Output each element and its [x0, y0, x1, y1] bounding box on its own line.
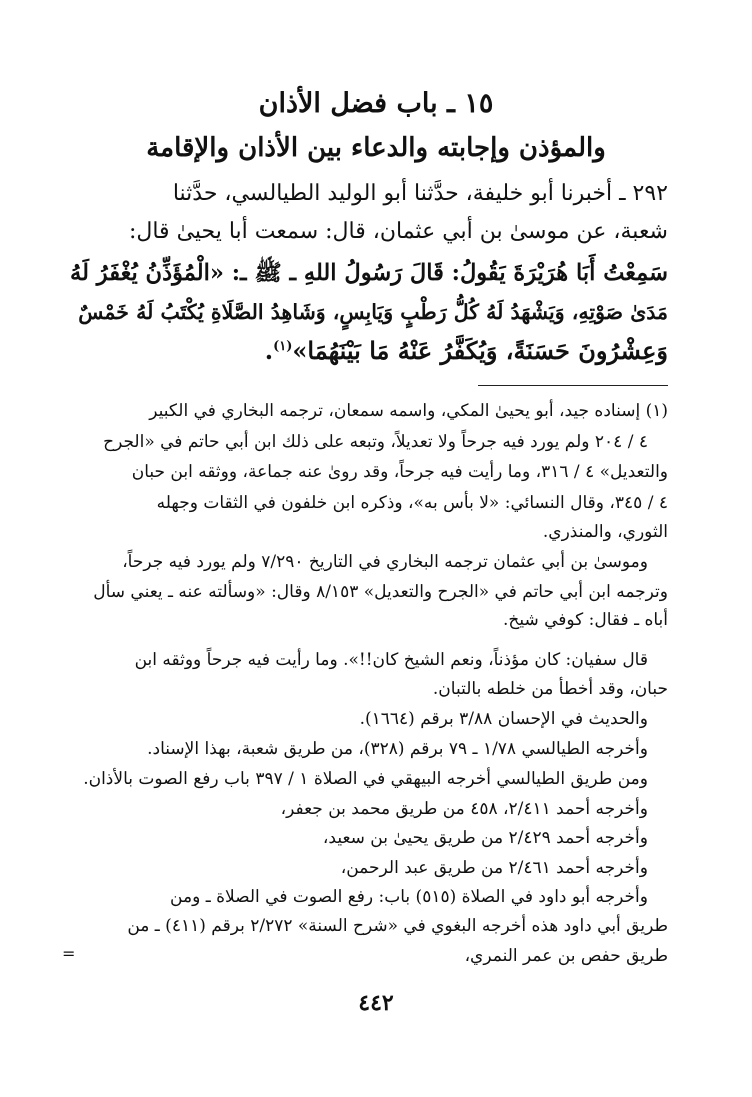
chapter-title: ١٥ ـ باب فضل الأذان	[258, 88, 494, 119]
footnote-line: ٤ / ٣٤٥، وقال النسائي: «لا بأس به»، وذكره ابن خلفون في الثقات وجهله	[156, 493, 668, 513]
footnote-line: وأخرجه أحمد ٢/٤١١، ٤٥٨ من طريق محمد بن جعفر،	[280, 799, 648, 819]
footnote-line: طريق أبي داود هذه أخرجه البغوي في «شرح السنة» ٢/٢٧٢ برقم (٤١١) ـ من	[127, 916, 668, 936]
matn-line-last	[68, 334, 668, 368]
footnote-line: وأخرجه الطيالسي ١/٧٨ ـ ٧٩ برقم (٣٢٨)، من طريق شعبة، بهذا الإسناد.	[147, 739, 648, 759]
chapter-subtitle: والمؤذن وإجابته والدعاء بين الأذان والإقامة	[146, 133, 606, 163]
footnote-line: (١) إسناده جيد، أبو يحيىٰ المكي، واسمه سمعان، ترجمه البخاري في الكبير	[149, 401, 668, 421]
footnote-line: قال سفيان: كان مؤذناً، ونعم الشيخ كان!!». وما رأيت فيه جرحاً ووثقه ابن	[134, 650, 648, 670]
footnote-line: والتعديل» ٤ / ٣١٦، وما رأيت فيه جرحاً، وقد روىٰ عنه جماعة، ووثقه ابن حبان	[131, 462, 668, 482]
matn-period: .	[264, 336, 274, 365]
footnote-line: طريق حفص بن عمر النمري،	[464, 946, 668, 966]
footnote-separator	[478, 385, 668, 386]
footnote-line: وموسىٰ بن أبي عثمان ترجمه البخاري في التاريخ ٧/٢٩٠ ولم يورد فيه جرحاً،	[122, 552, 648, 572]
matn-line: سَمِعْتُ أَبَا هُرَيْرَةَ يَقُولُ: قَالَ رَسُولُ اللهِ ـ ﷺ ـ: «الْمُؤَذِّنُ يُغْفَرُ لَهُ	[70, 260, 668, 286]
footnote-line: ٤ / ٢٠٤ ولم يورد فيه جرحاً ولا تعديلاً، وتبعه على ذلك ابن أبي حاتم في «الجرح	[103, 432, 648, 452]
footnote-line: الثوري، والمنذري.	[542, 522, 668, 542]
matn-text: وَعِشْرُونَ حَسَنَةً، وَيُكَفَّرُ عَنْهُ مَا بَيْنَهُمَا»	[292, 336, 668, 365]
footnote-line: وأخرجه أحمد ٢/٤٢٩ من طريق يحيىٰ بن سعيد،	[322, 828, 648, 848]
page-number: ٤٤٢	[358, 990, 394, 1016]
footnote-line: أباه ـ فقال: كوفي شيخ.	[502, 610, 668, 630]
footnote-line: والحديث في الإحسان ٣/٨٨ برقم (١٦٦٤).	[359, 709, 648, 729]
continuation-mark: =	[62, 944, 76, 963]
footnote-line: حبان، وقد أخطأ من خلطه بالتبان.	[432, 679, 668, 699]
footnote-reference: (١)	[273, 339, 293, 354]
isnad-line: ٢٩٢ ـ أخبرنا أبو خليفة، حدَّثنا أبو الوليد الطيالسي، حدَّثنا	[172, 181, 668, 206]
footnote-line: وأخرجه أبو داود في الصلاة (٥١٥) باب: رفع الصوت في الصلاة ـ ومن	[170, 887, 648, 907]
matn-line: مَدَىٰ صَوْتِهِ، وَيَشْهَدُ لَهُ كُلُّ رَطْبٍ وَيَابِسٍ، وَشَاهِدُ الصَّلَاةِ يُكْتَبُ لَهُ خَمْسٌ	[78, 300, 668, 324]
footnote-line: وترجمه ابن أبي حاتم في «الجرح والتعديل» ٨/١٥٣ وقال: «وسألته عنه ـ يعني سأل	[93, 582, 668, 602]
isnad-line: شعبة، عن موسىٰ بن أبي عثمان، قال: سمعت أبا يحيىٰ قال:	[128, 219, 668, 244]
footnote-line: ومن طريق الطيالسي أخرجه البيهقي في الصلاة ١ / ٣٩٧ باب رفع الصوت بالأذان.	[83, 769, 648, 789]
footnote-line: وأخرجه أحمد ٢/٤٦١ من طريق عبد الرحمن،	[340, 858, 648, 878]
